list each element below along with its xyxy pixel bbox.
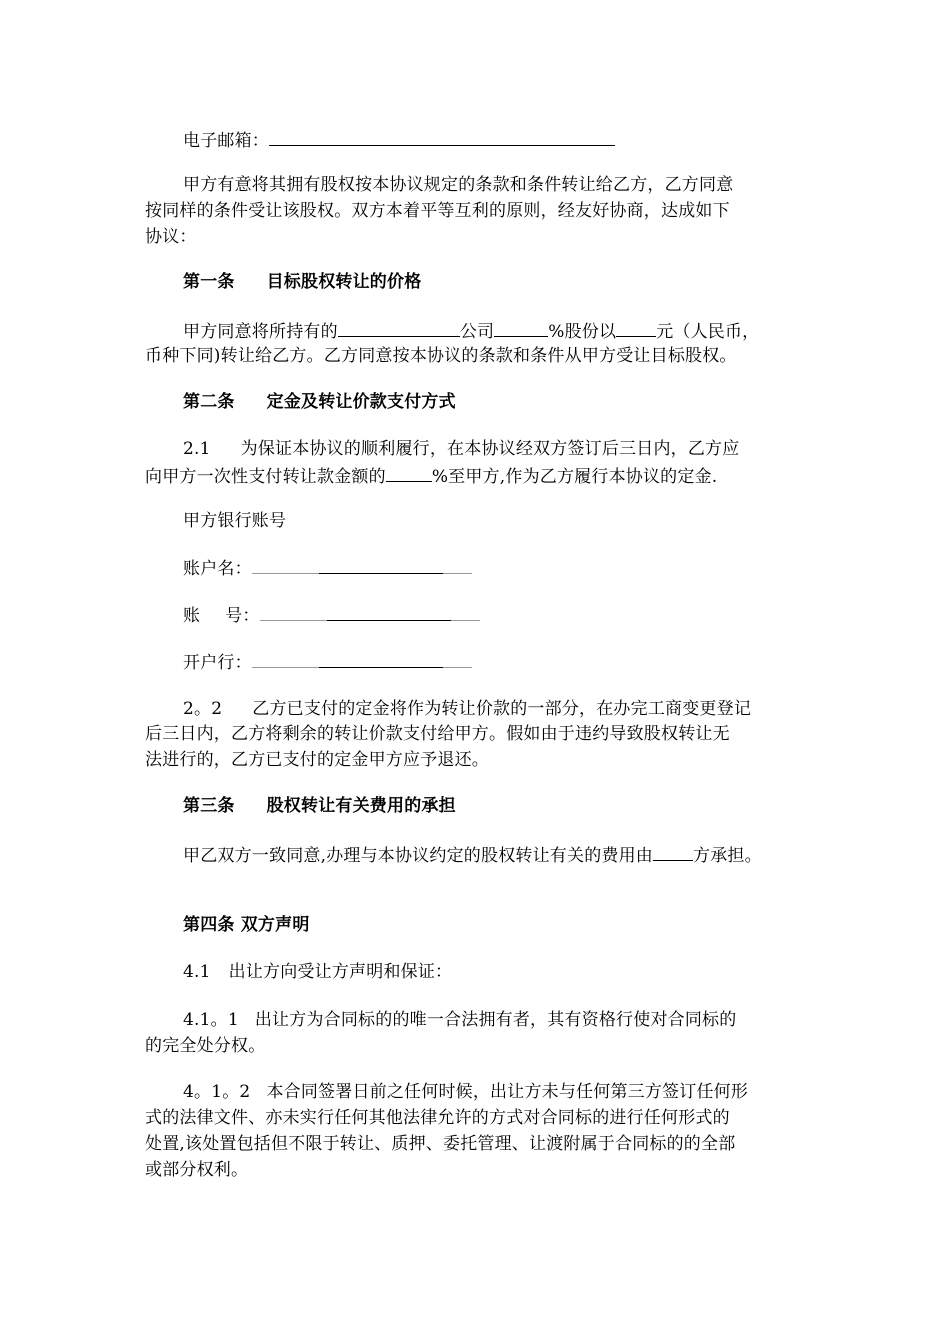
article-2-number: 第二条 (183, 392, 235, 412)
account-name-blank (252, 556, 472, 574)
account-number-blank (260, 603, 480, 621)
article-3-title: 股权转让有关费用的承担 (266, 796, 456, 816)
clause-4-1-1-text-1: 出让方为合同标的的唯一合法拥有者，其有资格行使对合同标的 (254, 1010, 737, 1030)
article-1-text-a: 甲方同意将所持有的 (183, 322, 338, 342)
clause-2-1-text-1: 为保证本协议的顺利履行，在本协议经双方签订后三日内，乙方应 (240, 439, 740, 459)
clause-4-1-line (183, 960, 452, 984)
article-1-number: 第一条 (183, 272, 235, 292)
price-blank (616, 318, 656, 337)
clause-4-1-2-number: 4。1。2 (183, 1082, 251, 1102)
email-blank (269, 127, 615, 146)
account-name-line (183, 556, 472, 581)
clause-2-2-number: 2。2 (183, 699, 223, 719)
share-percent-blank (494, 318, 548, 337)
article-3-number: 第三条 (183, 796, 235, 816)
article-3-text-a: 甲乙双方一致同意,办理与本协议约定的股权转让有关的费用由 (183, 846, 654, 866)
clause-4-1-2-text-1: 本合同签署日前之任何时候，出让方未与任何第三方签订任何形 (266, 1082, 749, 1102)
account-name-label: 账户名： (183, 559, 252, 579)
clause-2-2-line-1 (183, 697, 751, 721)
article-1-heading (183, 270, 421, 294)
bank-heading: 甲方银行账号 (183, 511, 287, 531)
clause-2-2-text-1: 乙方已支付的定金将作为转让价款的一部分，在办完工商变更登记 (252, 699, 752, 719)
clause-4-1-1-line-1 (183, 1008, 736, 1032)
email-line (183, 127, 615, 153)
article-2-title: 定金及转让价款支付方式 (266, 392, 456, 412)
intro-line-1: 甲方有意将其拥有股权按本协议规定的条款和条件转让给乙方，乙方同意 (183, 175, 734, 195)
intro-line-2: 按同样的条件受让该股权。双方本着平等互利的原则，经友好协商，达成如下 (145, 201, 730, 221)
clause-4-1-2-line-4: 或部分权利。 (145, 1160, 249, 1180)
clause-2-2-line-2: 后三日内，乙方将剩余的转让价款支付给甲方。假如由于违约导致股权转让无 (145, 724, 730, 744)
fee-party-blank (653, 842, 693, 861)
email-label: 电子邮箱： (183, 131, 269, 151)
clause-2-1-number: 2.1 (183, 439, 211, 459)
clause-4-1-2-line-1 (183, 1080, 748, 1104)
bank-branch-label: 开户行： (183, 653, 252, 673)
article-1-text-c: %股份以 (548, 322, 617, 342)
clause-4-1-number: 4.1 (183, 962, 211, 982)
article-1-text-d: 元（人民币， (656, 322, 760, 342)
article-1-text-b: 公司 (459, 322, 495, 342)
clause-2-1-text-2b: %至甲方,作为乙方履行本协议的定金. (431, 467, 718, 487)
clause-4-1-1-line-2: 的完全处分权。 (145, 1036, 266, 1056)
clause-4-1-2-line-2: 式的法律文件、亦未实行任何其他法律允许的方式对合同标的进行任何形式的 (145, 1108, 730, 1128)
bank-branch-line (183, 650, 472, 675)
account-number-line (183, 603, 480, 628)
article-1-title: 目标股权转让的价格 (266, 272, 422, 292)
article-1-line-2: 币种下同)转让给乙方。乙方同意按本协议的条款和条件从甲方受让目标股权。 (145, 346, 737, 366)
account-number-label-a: 账 (183, 606, 201, 626)
article-2-heading (183, 390, 456, 414)
clause-2-1-text-2a: 向甲方一次性支付转让款金额的 (145, 467, 386, 487)
clause-4-1-2-line-3: 处置,该处置包括但不限于转让、质押、委托管理、让渡附属于合同标的的全部 (145, 1134, 736, 1154)
clause-4-1-text: 出让方向受让方声明和保证： (228, 962, 453, 982)
article-4-heading: 第四条 双方声明 (183, 915, 310, 935)
article-3-heading (183, 794, 456, 818)
clause-2-1-line-1 (183, 437, 739, 461)
bank-branch-blank (252, 650, 472, 668)
article-3-text-b: 方承担。 (693, 846, 762, 866)
clause-4-1-1-number: 4.1。1 (183, 1010, 239, 1030)
deposit-percent-blank (386, 463, 432, 482)
article-1-line-1 (183, 318, 759, 344)
intro-line-3: 协议： (145, 227, 197, 247)
account-number-label-b: 号： (225, 606, 260, 626)
clause-2-2-line-3: 法进行的，乙方已支付的定金甲方应予退还。 (145, 750, 489, 770)
article-3-line-1 (183, 842, 762, 868)
company-name-blank (338, 318, 460, 337)
clause-2-1-line-2 (145, 463, 717, 489)
